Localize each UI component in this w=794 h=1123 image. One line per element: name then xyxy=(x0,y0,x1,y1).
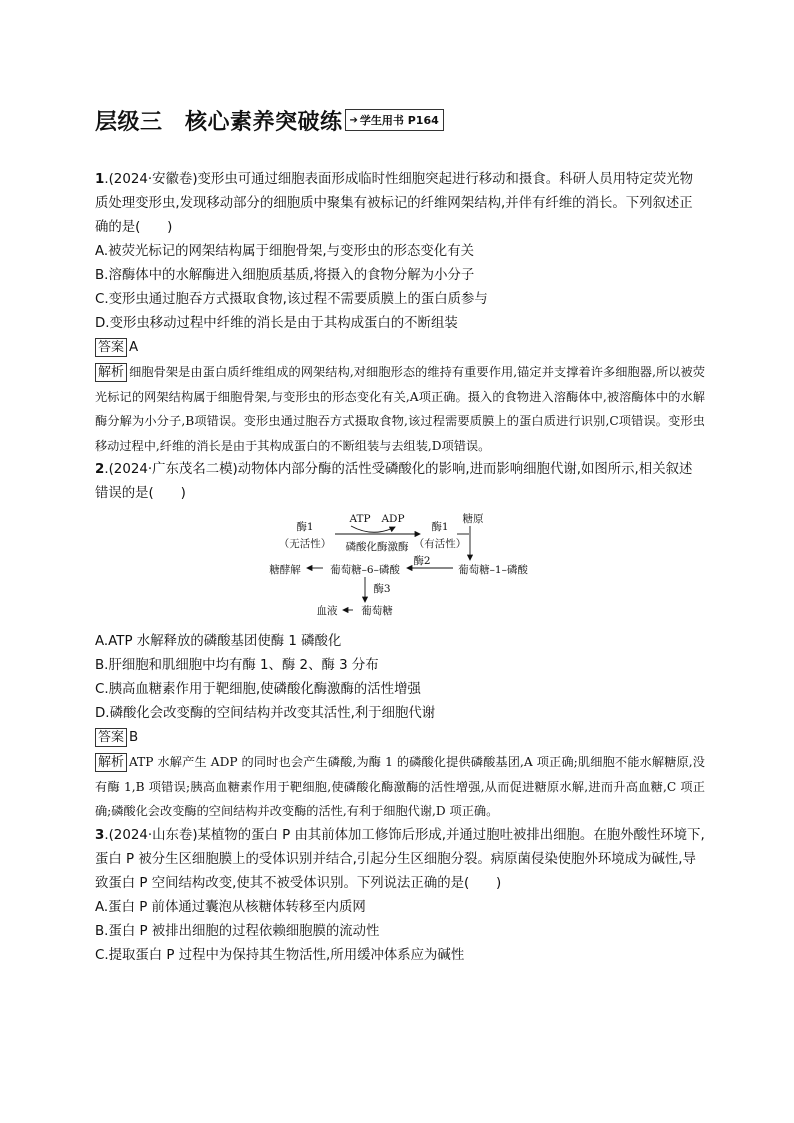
option-d: D.磷酸化会改变酶的空间结构并改变其活性,利于细胞代谢 xyxy=(95,706,436,721)
inactive-label: （无活性） xyxy=(278,538,332,550)
option-d: D.变形虫移动过程中纤维的消长是由于其构成蛋白的不断组装 xyxy=(95,316,458,331)
enzyme1-active-label: 酶1 xyxy=(431,521,449,533)
section-header xyxy=(95,104,444,136)
question-text: .(2024·安徽卷)变形虫可通过细胞表面形成临时性细胞突起进行移动和摄食。科研人员用特定荧光物质处理变形虫,发现移动部分的细胞质中聚集有被标记的纤维网架结构,并伴有纤维的消长。下列叙述正确的是( ) xyxy=(95,172,693,235)
question-number: 2 xyxy=(95,462,105,477)
analysis-text: 细胞骨架是由蛋白质纤维组成的网架结构,对细胞形态的维持有重要作用,锚定并支撑着许多细胞器,所以被荧光标记的网架结构属于细胞骨架,与变形虫的形态变化有关,A项正确。摄入的食物进入溶酶体中,被溶酶体中的水解酶分解为小分子,B项错误。变形虫通过胞吞方式摄取食物,该过程需要质膜上的蛋白质进行识别,C项错误。变形虫移动过程中,纤维的消长是由于其构成蛋白的不断组装与去组装,D项错误。 xyxy=(95,365,705,453)
analysis-text: ATP 水解产生 ADP 的同时也会产生磷酸,为酶 1 的磷酸化提供磷酸基团,A 项正确;肌细胞不能水解糖原,没有酶 1,B 项错误;胰高血糖素作用于靶细胞,使磷酸化酶激酶的活性增强,从而促进糖原水解,进而升高血糖,C 项正确;磷酸化会改变酶的空间结构并改变酶的活性,有利于细胞代谢,D 项正确。 xyxy=(95,755,705,818)
option-b: B.溶酶体中的水解酶进入细胞质基质,将摄入的食物分解为小分子 xyxy=(95,268,475,283)
question-1 xyxy=(95,168,705,458)
enzyme2-label: 酶2 xyxy=(413,555,431,567)
question-3-stem xyxy=(95,824,705,896)
analysis-tag: 解析 xyxy=(95,363,127,382)
answer-line xyxy=(95,336,705,360)
option-c: C.胰高血糖素作用于靶细胞,使磷酸化酶激酶的活性增强 xyxy=(95,682,421,697)
analysis-block xyxy=(95,360,705,458)
g6p-label: 葡萄糖–6–磷酸 xyxy=(330,564,400,576)
question-2-stem xyxy=(95,458,705,506)
answer-line xyxy=(95,726,705,750)
blood-label: 血液 xyxy=(316,605,338,617)
active-label: （有活性） xyxy=(413,538,467,550)
adp-label: ADP xyxy=(381,513,405,525)
reference-label: 学生用书 P164 xyxy=(359,114,439,127)
question-text: .(2024·山东卷)某植物的蛋白 P 由其前体加工修饰后形成,并通过胞吐被排出细胞。在胞外酸性环境下,蛋白 P 被分生区细胞膜上的受体识别并结合,引起分生区细胞分裂。病原菌侵染使胞外环境成为碱性,导致蛋白 P 空间结构改变,使其不被受体识别。下列说法正确的是( ) xyxy=(95,827,705,891)
kinase-label: 磷酸化酶激酶 xyxy=(345,541,409,553)
enzyme-phosphorylation-diagram xyxy=(95,510,705,628)
section-title: 层级三 核心素养突破练 xyxy=(95,109,343,135)
question-3 xyxy=(95,824,705,968)
atp-to-adp-arrow xyxy=(351,526,395,532)
option-b: B.蛋白 P 被排出细胞的过程依赖细胞膜的流动性 xyxy=(95,923,380,939)
glucose-label: 葡萄糖 xyxy=(361,605,393,617)
option-c: C.变形虫通过胞吞方式摄取食物,该过程不需要质膜上的蛋白质参与 xyxy=(95,292,488,307)
question-text: .(2024·广东茂名二模)动物体内部分酶的活性受磷酸化的影响,进而影响细胞代谢,如图所示,相关叙述错误的是( ) xyxy=(95,462,693,501)
enzyme3-label: 酶3 xyxy=(373,583,391,595)
questions xyxy=(95,168,705,968)
question-1-stem xyxy=(95,168,705,240)
atp-label: ATP xyxy=(349,513,371,525)
diagram-svg xyxy=(95,510,705,628)
option-a: A.ATP 水解释放的磷酸基团使酶 1 磷酸化 xyxy=(95,634,342,649)
question-number: 3 xyxy=(95,827,105,843)
analysis-block xyxy=(95,750,705,824)
answer-tag: 答案 xyxy=(95,338,127,357)
option-b: B.肝细胞和肌细胞中均有酶 1、酶 2、酶 3 分布 xyxy=(95,658,379,673)
arrow-right-icon: ➔ xyxy=(349,114,358,126)
question-2 xyxy=(95,458,705,824)
textbook-reference-link[interactable] xyxy=(345,109,444,131)
option-a: A.蛋白 P 前体通过囊泡从核糖体转移至内质网 xyxy=(95,899,366,915)
glycolysis-label: 糖酵解 xyxy=(269,564,301,576)
answer-value: B xyxy=(129,730,139,745)
answer-value: A xyxy=(129,340,139,355)
enzyme1-inactive-label: 酶1 xyxy=(296,521,314,533)
glycogen-label: 糖原 xyxy=(462,513,484,525)
analysis-tag: 解析 xyxy=(95,753,127,772)
question-number: 1 xyxy=(95,172,105,187)
answer-tag: 答案 xyxy=(95,728,127,747)
option-c: C.提取蛋白 P 过程中为保持其生物活性,所用缓冲体系应为碱性 xyxy=(95,947,465,963)
g1p-label: 葡萄糖–1–磷酸 xyxy=(458,564,528,576)
option-a: A.被荧光标记的网架结构属于细胞骨架,与变形虫的形态变化有关 xyxy=(95,244,474,259)
